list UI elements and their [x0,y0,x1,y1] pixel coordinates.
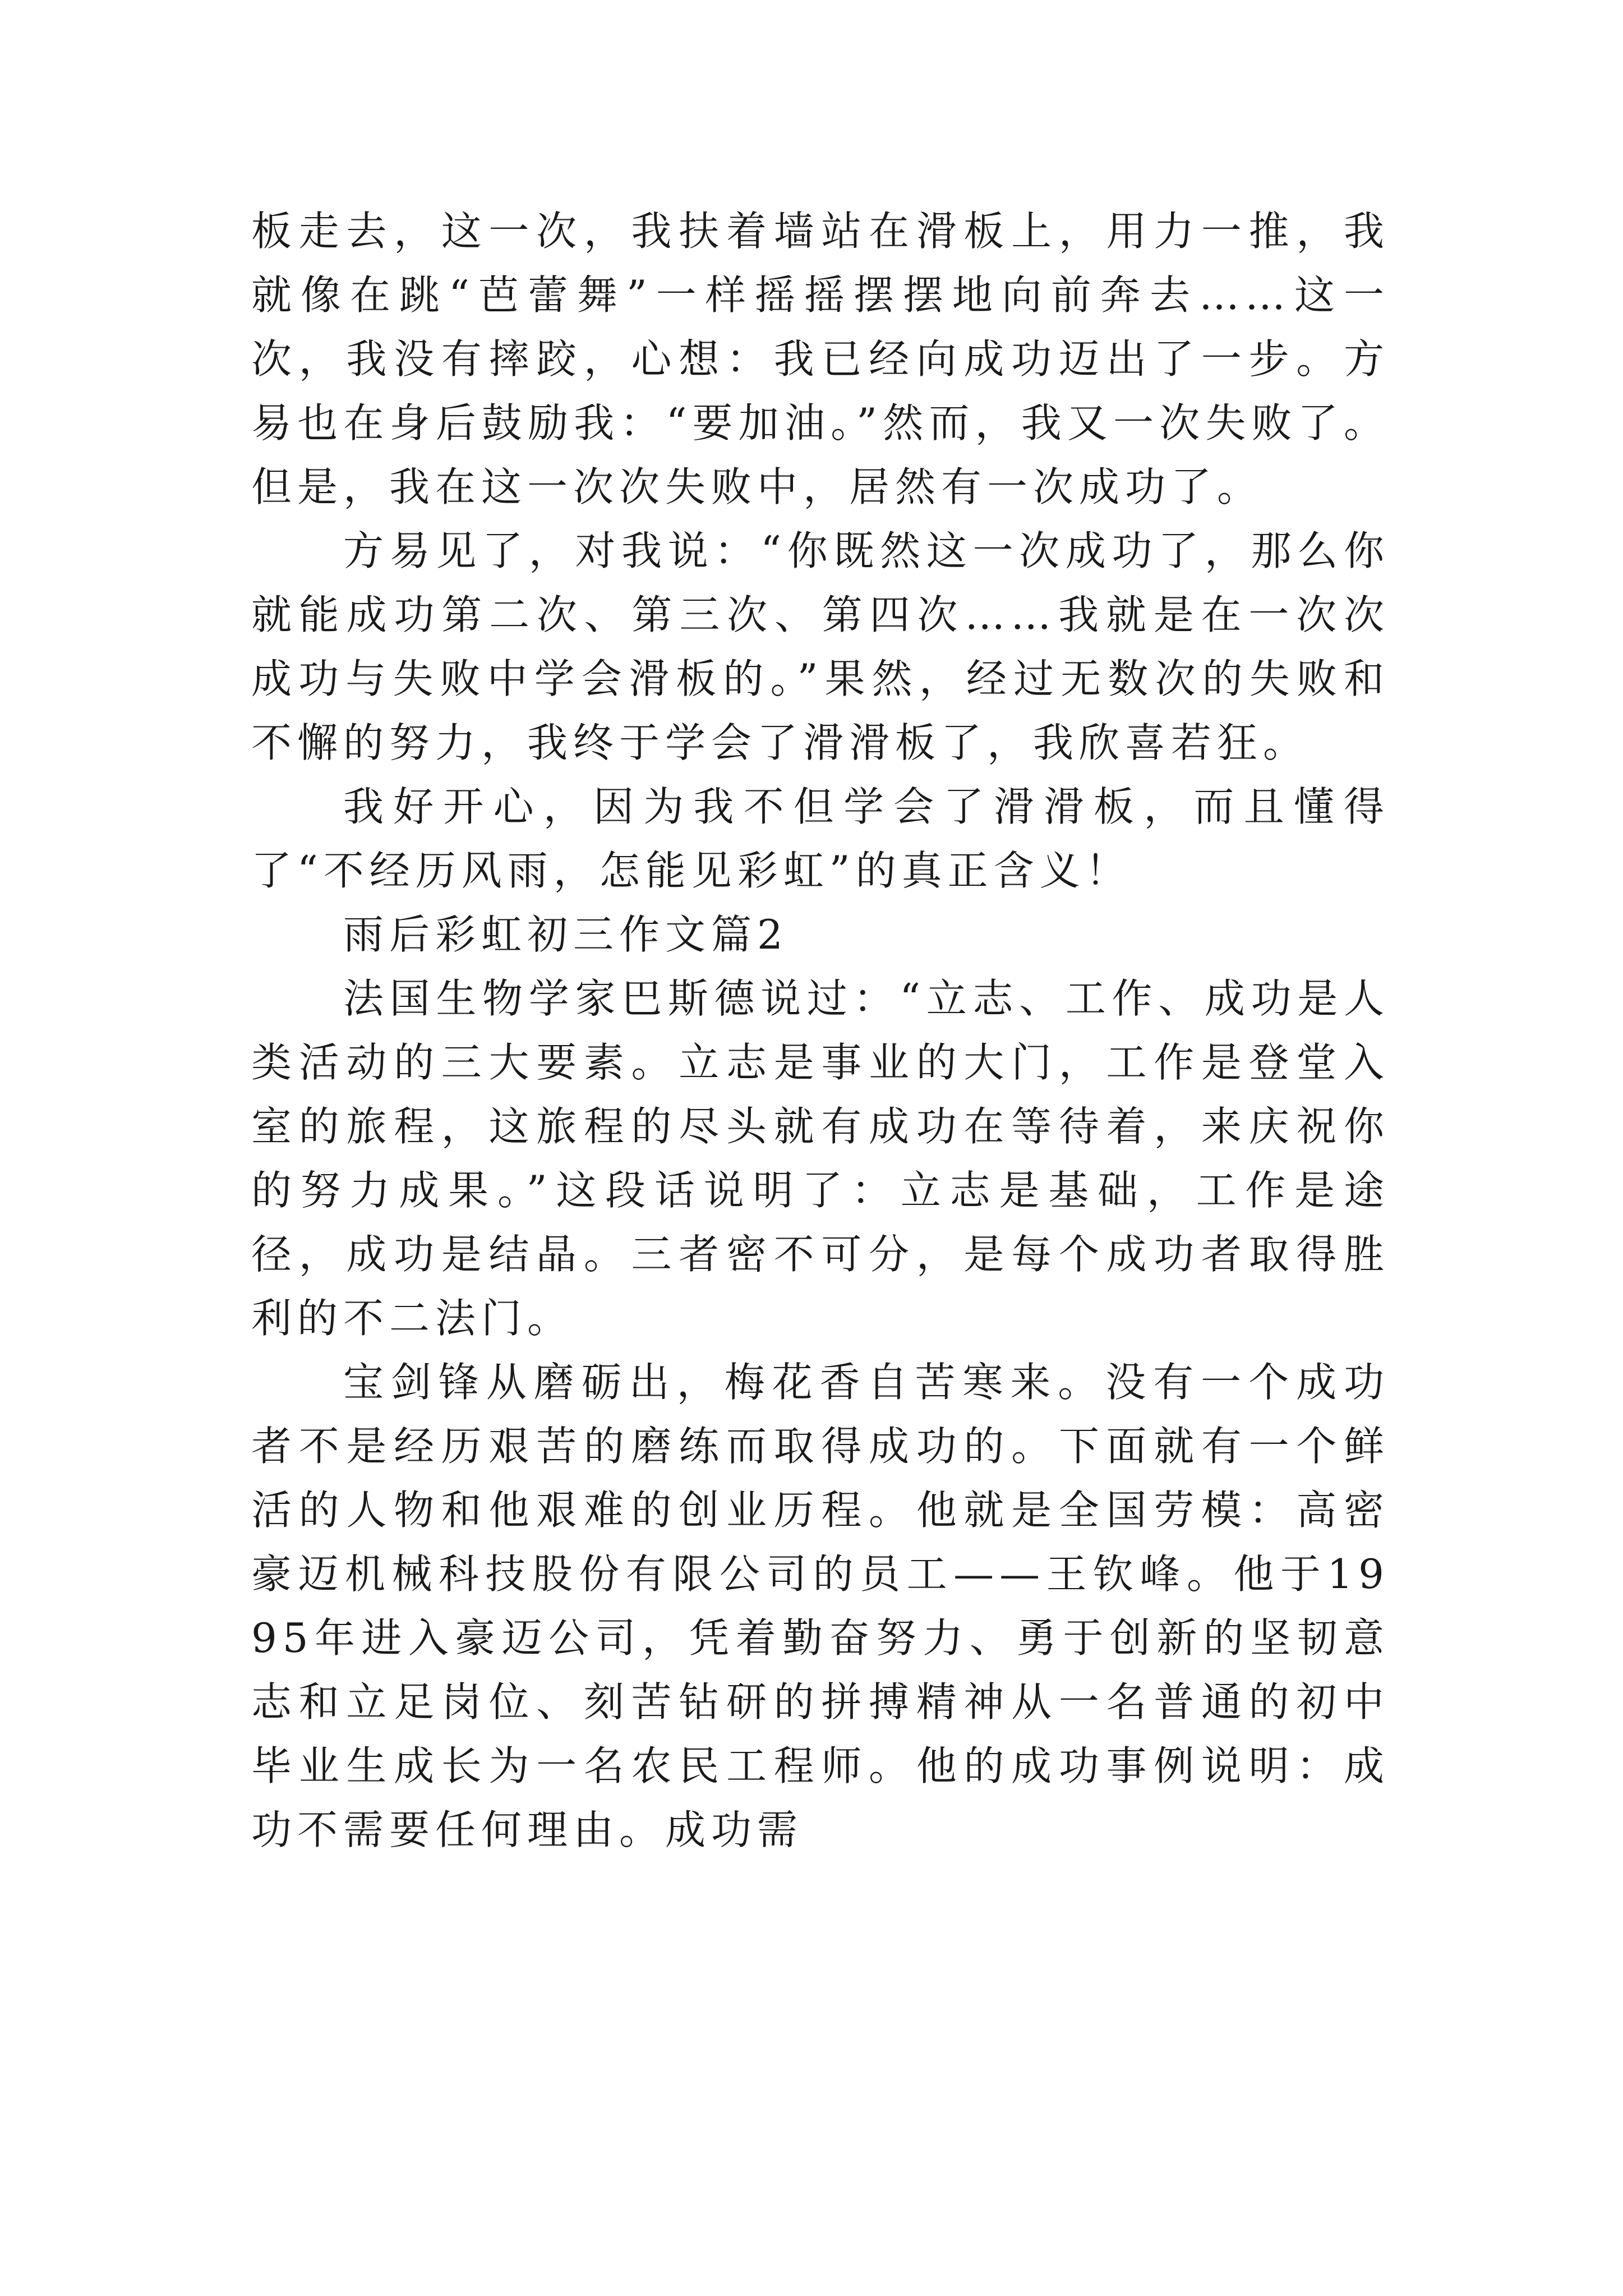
paragraph-skateboard-success: 板走去，这一次，我扶着墙站在滑板上，用力一推，我就像在跳“芭蕾舞”一样摇摇摆摆地向前奔去……这一次，我没有摔跤，心想：我已经向成功迈出了一步。方易也在身后鼓励我：“要加油。”然而，我又一次失败了。但是，我在这一次次失败中，居然有一次成功了。 [251,208,1390,510]
paragraph-rainbow-meaning: 我好开心，因为我不但学会了滑滑板，而且懂得了“不经历风雨，怎能见彩虹”的真正含义！ [251,783,1390,894]
section-heading: 雨后彩虹初三作文篇2 [343,911,789,958]
paragraph-wang-qinfeng: 宝剑锋从磨砺出，梅花香自苦寒来。没有一个成功者不是经历艰苦的磨练而取得成功的。下面就有一个鲜活的人物和他艰难的创业历程。他就是全国劳模：高密豪迈机械科技股份有限公司的员工——王钦峰。他于1995年进入豪迈公司，凭着勤奋努力、勇于创新的坚韧意志和立足岗位、刻苦钻研的拼搏精神从一名普通的初中毕业生成长为一名农民工程师。他的成功事例说明：成功不需要任何理由。成功需 [251,1359,1390,1853]
document-page [251,199,1390,1862]
paragraph-fangyi-advice: 方易见了，对我说：“你既然这一次成功了，那么你就能成功第二次、第三次、第四次……我就是在一次次成功与失败中学会滑板的。”果然，经过无数次的失败和不懈的努力，我终于学会了滑滑板了，我欣喜若狂。 [251,527,1390,766]
paragraph-pasteur-quote: 法国生物学家巴斯德说过：“立志、工作、成功是人类活动的三大要素。立志是事业的大门，工作是登堂入室的旅程，这旅程的尽头就有成功在等待着，来庆祝你的努力成果。”这段话说明了：立志是基础，工作是途径，成功是结晶。三者密不可分，是每个成功者取得胜利的不二法门。 [251,975,1390,1342]
